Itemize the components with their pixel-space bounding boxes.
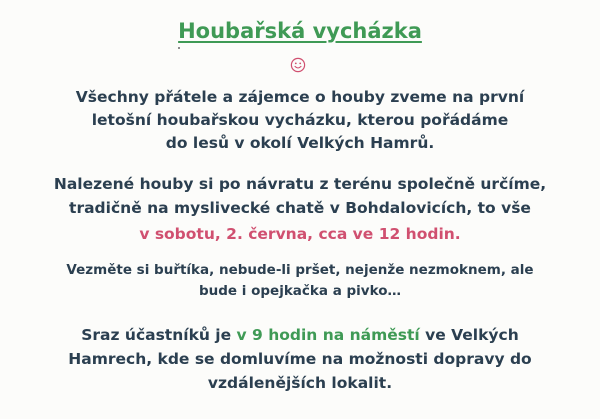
stray-dot-mark: [178, 47, 180, 49]
identification-paragraph: [0, 172, 600, 220]
smiley-face-icon: [290, 57, 306, 73]
meeting-suffix: ve Velkých: [419, 326, 519, 344]
identification-line: tradičně na myslivecké chatě v Bohdalovicích, to vše: [69, 199, 531, 217]
bring-line: Vezměte si buřtíka, nebude-li pršet, nejenže nezmoknem, ale: [66, 262, 534, 278]
intro-line: do lesů v okolí Velkých Hamrů.: [165, 134, 435, 152]
title-text: Houbařská vycházka: [178, 19, 422, 43]
identification-line: Nalezené houby si po návratu z terénu společně určíme,: [53, 175, 547, 193]
bring-line: bude i opejkačka a pivko…: [198, 283, 401, 299]
page-title: [0, 16, 600, 46]
meeting-paragraph: [0, 323, 600, 395]
intro-line: letošní houbařskou vycházku, kterou pořádáme: [91, 111, 509, 129]
meeting-line: [0, 323, 600, 347]
meeting-prefix: Sraz účastníků je: [81, 326, 237, 344]
meeting-line: Hamrech, kde se domluvíme na možnosti dopravy do: [68, 350, 532, 368]
intro-line: Všechny přátele a zájemce o houby zveme na první: [75, 88, 525, 106]
intro-paragraph: [0, 86, 600, 155]
bring-paragraph: [0, 260, 600, 302]
meeting-time-place: v 9 hodin na náměstí: [236, 326, 420, 344]
event-date-time: v sobotu, 2. června, cca ve 12 hodin.: [139, 225, 461, 243]
meeting-line: vzdálenějších lokalit.: [207, 374, 393, 392]
